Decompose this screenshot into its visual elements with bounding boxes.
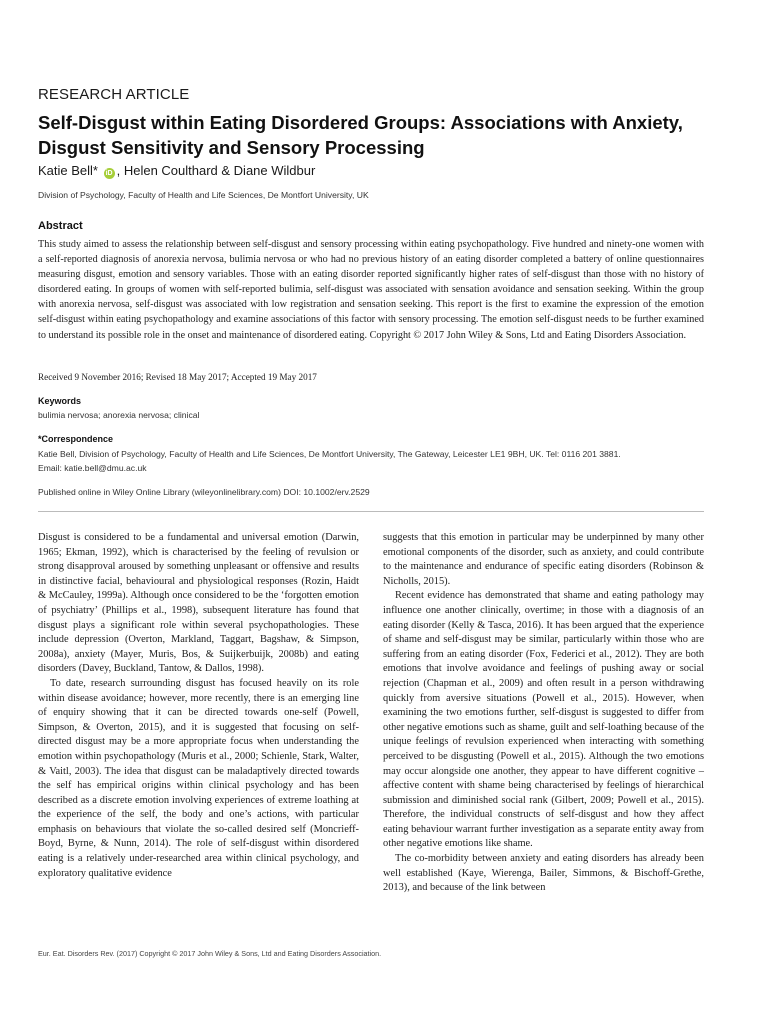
body-column-left [38,531,359,881]
co-authors: , Helen Coulthard & Diane Wildbur [116,163,316,178]
correspondence-email[interactable]: Email: katie.bell@dmu.ac.uk [38,463,147,473]
keywords-heading: Keywords [38,396,82,406]
abstract-heading: Abstract [38,220,83,232]
article-title: Self-Disgust within Eating Disordered Groups: Associations with Anxiety, Disgust Sensitivity and Sensory Processing [38,112,683,158]
abstract-text: This study aimed to assess the relationship between self-disgust and sensory processing within eating psychopathology. Five hundred and ninety-one women with a self-reported diagnosis of anorexia nervosa, bulimia nervosa or who had no previous history of an eating disorder completed a battery of online questionnaires measuring disgust, emotion and sensory variables. Those with an eating disorder reported significantly higher rates of self-disgust than those with no history of disordered eating. In groups of women with self-reported bulimia, self-disgust was associated with sensation avoidance and sensation seeking. Within the group with anorexia nervosa, self-disgust was associated with low registration and sensation seeking. This report is the first to examine the expression of the emotion self-disgust within eating psychopathology and examine associations of this factor with sensory processing. The emotion self-disgust needs to be further examined to understand its possible role in the onset and maintenance of disordered eating. Copyright © 2017 John Wiley & Sons, Ltd and Eating Disorders Association. [38,239,704,341]
correspondence-heading: *Correspondence [38,434,114,444]
body-paragraph: Recent evidence has demonstrated that shame and eating pathology may influence one another clinically, overtime; in those with a diagnosis of an eating disorder (Kelly & Tasca, 2016). It has been argued that the experience of shame and self-disgust may be similar, particularly within those who are suffering from an eating disorder (Fox, Federici et al., 2012). They are both emotions that involve avoidance and feelings of pushing away or social rejection (Chapman et al., 2009) and often result in a person withdrawing quickly from aversive situations (Powell et al., 2015). However, when examining the two emotions further, self-disgust is suggested to differ from other negative emotions such as shame, guilt and self-loathing because of the unique feelings of revulsion experienced when interacting with something perceived to be disgusting (Powell et al., 2015). Although the two emotions may occur alongside one another, they appear to have different cognitive –affective content with shame being characterised by feelings of hierarchical submission and diminished social rank (Gilbert, 2009; Powell et al., 2015). Therefore, the individual constructs of self-disgust and how they affect eating behaviour warrant further investigation as a separate entity away from other negative emotions like shame. [383,590,704,850]
section-divider [38,511,704,512]
keywords-list: bulimia nervosa; anorexia nervosa; clinical [38,410,200,420]
received-dates: Received 9 November 2016; Revised 18 May 2017; Accepted 19 May 2017 [38,372,317,382]
body-paragraph: To date, research surrounding disgust has focused heavily on its role within disease avoidance; however, more recently, there is an emerging line of enquiry showing that it can be directed towards one-self (Powell, Simpson, & Overton, 2015), and it is suggested that focusing on self-directed disgust may be a more appropriate focus when understanding the emotion within psychopathology (Muris et al., 2000; Schienle, Stark, Walter, & Vaitl, 2003). The idea that disgust can be maladaptively directed towards the self has empirical origins within clinical psychology and has been described as a discrete emotion involving experiences of extreme loathing at the experience of the self, the body and one’s actions, with particular emphasis on behaviours that violate the so-called desired self (Moncrieff-Boyd, Byrne, & Nunn, 2014). The role of self-disgust within disordered eating is a relatively under-researched area within clinical psychology, and exploratory qualitative evidence [38,677,359,879]
page-footer: Eur. Eat. Disorders Rev. (2017) Copyright © 2017 John Wiley & Sons, Ltd and Eating Disorders Association. [38,949,382,958]
orcid-icon[interactable]: iD [105,170,113,177]
first-author[interactable]: Katie Bell* [38,163,98,178]
body-paragraph: Disgust is considered to be a fundamental and universal emotion (Darwin, 1965; Ekman, 1992), which is characterised by the feeling of revulsion or strong disapproval aroused by something unpleasant or offensive and results in distinctive facial, behavioural and physiological responses (Rozin, Haidt & McCauley, 1999a). Although once considered to be the ‘forgotten emotion of psychiatry’ (Phillips et al., 1998), subsequent literature has found that disgust plays a significant role within several psychopathologies. These include depression (Overton, Markland, Taggart, Bagshaw, & Simpson, 2008a), anxiety (Mayer, Muris, Bos, & Suijkerbuijk, 2008b) and eating disorders (Davey, Buckland, Tantow, & Dallos, 1998). [38,532,359,675]
affiliation: Division of Psychology, Faculty of Health and Life Sciences, De Montfort University, UK [38,190,369,200]
author-list [38,163,315,179]
body-paragraph: suggests that this emotion in particular may be underpinned by many other emotional components of the disorder, such as anxiety, and could contribute to the maintenance and endurance of specific eating disorders (Robinson & Nicholls, 2015). [383,532,704,587]
body-paragraph: The co-morbidity between anxiety and eating disorders has already been well established (Kaye, Wierenga, Bailer, Simmons, & Bischoff-Grethe, 2013), and because of the link between [383,853,704,894]
article-type: RESEARCH ARTICLE [38,86,190,103]
publication-info: Published online in Wiley Online Library (wileyonlinelibrary.com) DOI: 10.1002/erv.2529 [38,487,370,497]
body-column-right [383,531,704,896]
correspondence-address: Katie Bell, Division of Psychology, Faculty of Health and Life Sciences, De Montfort University, The Gateway, Leicester LE1 9BH, UK. Tel: 0116 201 3881. [38,449,621,459]
